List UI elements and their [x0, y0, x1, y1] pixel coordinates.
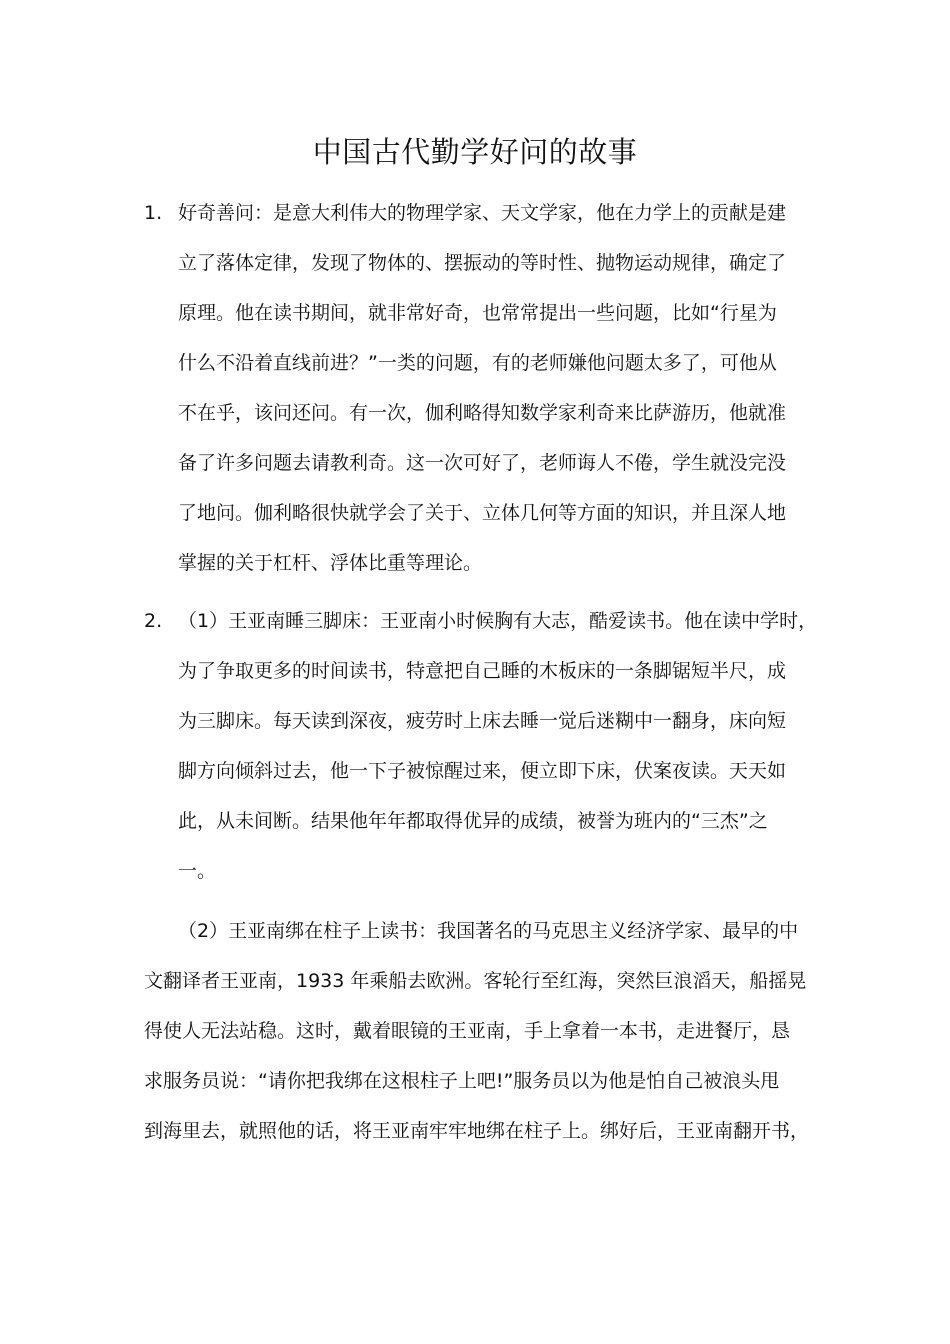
text-line: 得使人无法站稳。这时，戴着眼镜的王亚南，手上拿着一本书，走进餐厅，恳 — [144, 1020, 791, 1042]
text-line: 不在乎，该问还问。有一次，伽利略得知数学家利奇来比萨游历，他就准 — [178, 402, 787, 424]
text-line: 一。 — [178, 860, 217, 882]
list-item-text — [178, 188, 818, 588]
text-line: 此，从未间断。结果他年年都取得优异的成绩，被誉为班内的“三杰”之 — [178, 810, 768, 832]
text-line: 备了许多问题去请教利奇。这一次可好了，老师诲人不倦，学生就没完没 — [178, 452, 787, 474]
page-title: 中国古代勤学好问的故事 — [312, 135, 638, 169]
list-item-number: 1. — [144, 202, 163, 224]
text-line: 求服务员说：“请你把我绑在这根柱子上吧!”服务员以为他是怕自己被浪头甩 — [144, 1070, 780, 1092]
body-paragraph — [144, 906, 814, 1156]
text-line: （2）王亚南绑在柱子上读书：我国著名的马克思主义经济学家、最早的中 — [178, 920, 799, 942]
list-item-number: 2. — [144, 610, 163, 632]
text-line: 好奇善问：是意大利伟大的物理学家、天文学家，他在力学上的贡献是建 — [178, 202, 787, 224]
text-line: 原理。他在读书期间，就非常好奇，也常常提出一些问题，比如“行星为 — [178, 302, 777, 324]
text-line: （1）王亚南睡三脚床：王亚南小时候胸有大志，酷爱读书。他在读中学时， — [178, 610, 818, 632]
text-line: 到海里去，就照他的话，将王亚南牢牢地绑在柱子上。绑好后，王亚南翻开书， — [144, 1120, 810, 1142]
text-line: 为三脚床。每天读到深夜，疲劳时上床去睡一觉后迷糊中一翻身，床向短 — [178, 710, 787, 732]
text-line: 立了落体定律，发现了物体的、摆振动的等时性、抛物运动规律，确定了 — [178, 252, 787, 274]
text-line: 掌握的关于杠杆、浮体比重等理论。 — [178, 552, 483, 574]
text-line: 了地问。伽利略很快就学会了关于、立体几何等方面的知识，并且深人地 — [178, 502, 787, 524]
text-line: 什么不沿着直线前进？”一类的问题，有的老师嫌他问题太多了，可他从 — [178, 352, 777, 374]
list-item-text — [178, 596, 818, 896]
text-line: 为了争取更多的时间读书，特意把自己睡的木板床的一条脚锯短半尺，成 — [178, 660, 787, 682]
text-line: 文翻译者王亚南，1933 年乘船去欧洲。客轮行至红海，突然巨浪滔天，船摇晃 — [144, 970, 807, 992]
text-line: 脚方向倾斜过去，他一下子被惊醒过来，便立即下床，伏案夜读。天天如 — [178, 760, 787, 782]
